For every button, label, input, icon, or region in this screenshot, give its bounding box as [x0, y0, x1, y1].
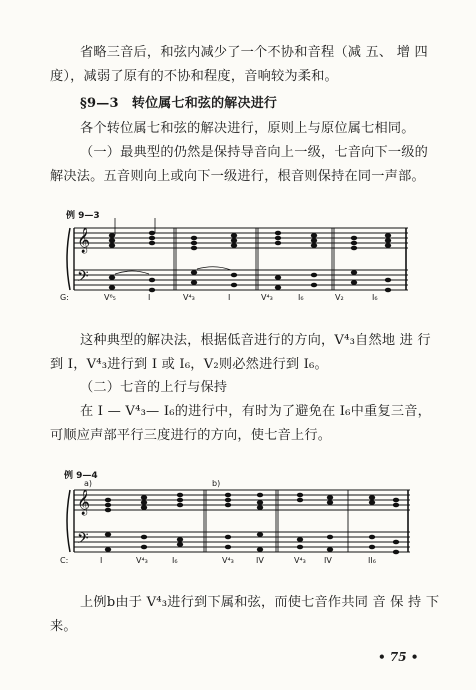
paragraph-line: 上例b由于 V⁴₃进行到下属和弦，而使七音作共同 音 保 持 下 — [80, 595, 440, 610]
bass-clef-icon: 𝄢 — [77, 268, 89, 289]
page-number: • 75 • — [378, 650, 419, 664]
chord-label: IV — [324, 556, 332, 565]
chord-label: II₆ — [368, 556, 376, 565]
music-score-example-2 — [60, 474, 420, 564]
paragraph-line: 度），减弱了原有的不协和程度，音响较为柔和。 — [50, 69, 338, 84]
example-part-label: a) — [84, 479, 93, 488]
section-heading: §9—3 转位属七和弦的解决进行 — [80, 96, 278, 111]
chord-label: I — [148, 293, 151, 302]
key-label: G: — [60, 293, 69, 302]
paragraph-line: 来。 — [50, 619, 77, 634]
example-label: 例 9—3 — [66, 211, 100, 221]
music-score-example-1 — [60, 214, 420, 300]
chord-label: V⁴₃ — [183, 293, 195, 302]
example-part-label: b) — [212, 479, 221, 488]
key-label: C: — [60, 556, 69, 565]
paragraph-line: 省略三音后，和弦内减少了一个不协和音程（减 五、 增 四 — [80, 45, 428, 60]
chord-label: I — [100, 556, 103, 565]
paragraph-line: 到 I，V⁴₃进行到 I 或 I₆，V₂则必然进行到 I₆。 — [50, 357, 328, 372]
paragraph-line: （一）最典型的仍然是保持导音向上一级，七音向下一级的 — [80, 145, 429, 160]
paragraph-line: 这种典型的解决法，根据低音进行的方向，V⁴₃自然地 进 行 — [80, 333, 431, 348]
chord-label: V⁴₃ — [294, 556, 306, 565]
paragraph-line: 在 I — V⁴₃— I₆的进行中，有时为了避免在 I₆中重复三音， — [80, 404, 431, 419]
paragraph-line: （二）七音的上行与保持 — [80, 380, 228, 395]
bass-clef-icon: 𝄢 — [77, 530, 89, 551]
chord-label: V⁴₃ — [222, 556, 234, 565]
example-label: 例 9—4 — [64, 471, 98, 481]
chord-label: I₆ — [298, 293, 304, 302]
treble-clef-icon: 𝄞 — [77, 490, 91, 515]
paragraph-line: 可顺应声部平行三度进行的方向，使七音上行。 — [50, 428, 332, 443]
paragraph-line: 解决法。五音则向上或向下一级进行，根音则保持在同一声部。 — [50, 169, 425, 184]
chord-label: IV — [256, 556, 264, 565]
chord-label: V⁴₃ — [136, 556, 148, 565]
chord-label: I₆ — [372, 293, 378, 302]
chord-label: I — [228, 293, 231, 302]
chord-label: I₆ — [172, 556, 178, 565]
treble-clef-icon: 𝄞 — [77, 228, 91, 253]
chord-label: V⁶₅ — [104, 293, 116, 302]
chord-label: V⁴₃ — [261, 293, 273, 302]
paragraph-line: 各个转位属七和弦的解决进行，原则上与原位属七相同。 — [80, 121, 415, 136]
chord-label: V₂ — [335, 293, 344, 302]
